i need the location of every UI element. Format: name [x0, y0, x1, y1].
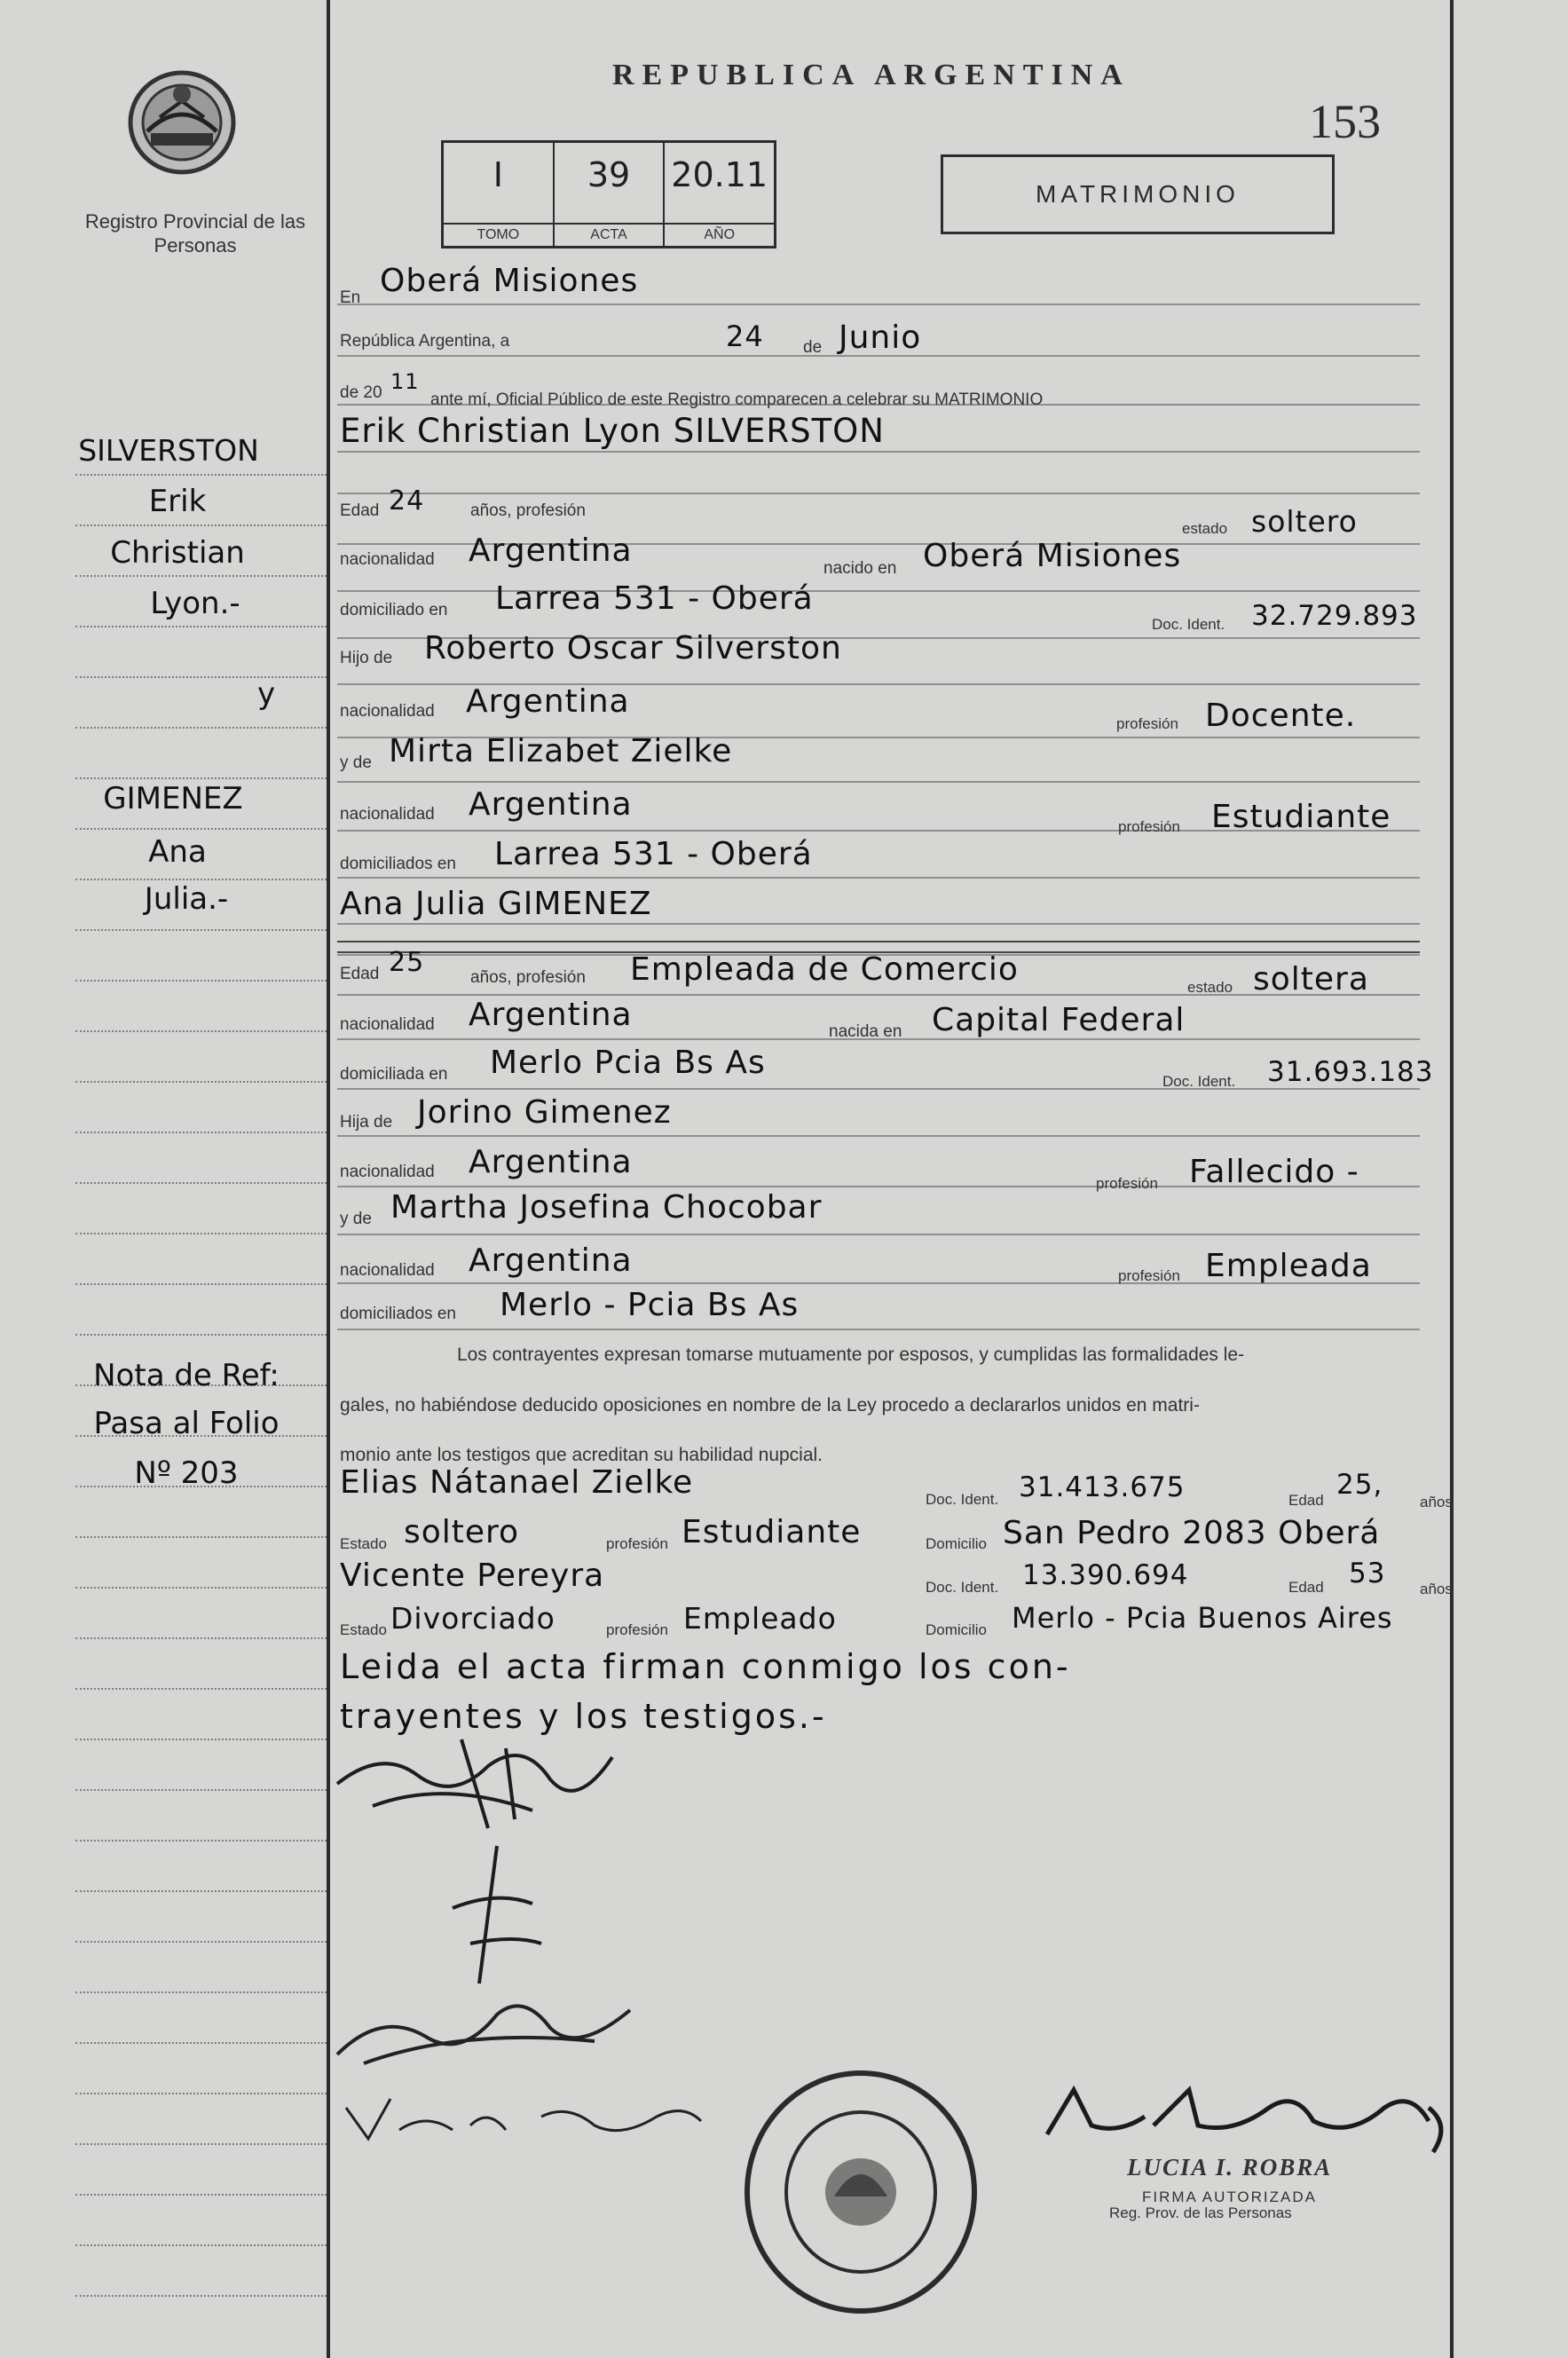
acta-cell	[555, 143, 666, 246]
bride-estado: soltera	[1253, 961, 1369, 998]
margin-rule	[75, 1991, 327, 1993]
margin-rule	[75, 879, 327, 880]
witness-1-name: Elias Nátanael Zielke	[340, 1464, 694, 1501]
margin-bride-name-1: Ana	[148, 834, 207, 870]
section-separator	[337, 941, 1420, 942]
groom-signature	[319, 1731, 621, 1837]
margin-bride-name-2: Julia.-	[144, 881, 229, 917]
label-witness-1-domicilio: Domicilio	[926, 1535, 987, 1552]
witness-2-signature	[337, 2081, 710, 2152]
label-witness-1-profesion: profesión	[606, 1535, 668, 1552]
label-bride-domicilio: domiciliada en	[340, 1065, 448, 1084]
label-groom-estado: estado	[1182, 520, 1228, 537]
official-organization: Reg. Prov. de las Personas	[1109, 2204, 1292, 2221]
label-groom-anos-profesion: años, profesión	[470, 501, 586, 520]
bride-age: 25	[389, 947, 425, 978]
registration-box	[441, 140, 776, 248]
right-border-line	[1450, 0, 1454, 2358]
tomo-label: TOMO	[444, 223, 553, 246]
bride-address: Merlo Pcia Bs As	[490, 1045, 766, 1081]
margin-note-line-2: Pasa al Folio	[93, 1406, 280, 1441]
label-witness-2-doc: Doc. Ident.	[926, 1579, 999, 1596]
body-rule	[337, 923, 1420, 925]
folio-number: 153	[1309, 95, 1381, 148]
bride-mother-nationality: Argentina	[469, 1242, 633, 1279]
label-bride-father-nacionalidad: nacionalidad	[340, 1163, 435, 1181]
ano-label: AÑO	[665, 223, 774, 246]
body-rule	[337, 304, 1420, 305]
bride-nationality: Argentina	[469, 997, 633, 1033]
groom-father-nationality: Argentina	[466, 683, 630, 720]
official-title: FIRMA AUTORIZADA	[1142, 2188, 1317, 2205]
tomo-cell	[444, 143, 555, 246]
margin-bride-surname: GIMENEZ	[103, 781, 243, 816]
margin-rule	[75, 1890, 327, 1892]
bride-father-profession: Fallecido -	[1189, 1154, 1359, 1190]
bride-parents-address: Merlo - Pcia Bs As	[500, 1287, 800, 1323]
bride-doc: 31.693.183	[1267, 1056, 1434, 1088]
label-y-de: y de	[340, 753, 372, 772]
bride-mother-profession: Empleada	[1205, 1248, 1372, 1284]
tomo-value: I	[492, 155, 503, 194]
label-witness-2-anos: años	[1420, 1581, 1453, 1597]
groom-mother-profession: Estudiante	[1211, 799, 1391, 835]
place-city: Oberá Misiones	[380, 263, 639, 299]
ano-cell	[665, 143, 774, 246]
declaration-line-2: gales, no habiéndose deducido oposiciones en nombre de la Ley procedo a declararlos unidos en matri-	[340, 1395, 1200, 1416]
groom-nationality: Argentina	[469, 532, 633, 569]
witness-2-name: Vicente Pereyra	[340, 1558, 605, 1594]
body-rule	[337, 1135, 1420, 1137]
label-bride-edad: Edad	[340, 965, 380, 983]
groom-father-profession: Docente.	[1205, 698, 1357, 734]
margin-rule	[75, 1941, 327, 1943]
margin-rule	[75, 1840, 327, 1841]
bride-father-nationality: Argentina	[469, 1144, 633, 1180]
witness-2-profession: Empleado	[683, 1601, 837, 1636]
witness-1-signature	[328, 1975, 639, 2072]
official-signature	[1038, 2072, 1455, 2161]
margin-rule	[75, 524, 327, 526]
margin-rule	[75, 980, 327, 982]
closing-line-1: Leida el acta firman conmigo los con-	[340, 1647, 1071, 1686]
margin-note-line-3: Nº 203	[134, 1455, 239, 1491]
label-hijo-de: Hijo de	[340, 649, 393, 667]
label-groom-domicilio: domiciliado en	[340, 601, 448, 619]
groom-age: 24	[389, 485, 425, 517]
body-rule	[337, 877, 1420, 879]
label-hija-de: Hija de	[340, 1113, 393, 1132]
margin-rule	[75, 626, 327, 627]
margin-rule	[75, 727, 327, 729]
witness-1-address: San Pedro 2083 Oberá	[1003, 1515, 1381, 1551]
margin-rule	[75, 575, 327, 577]
body-rule	[337, 493, 1420, 494]
margin-rule	[75, 1789, 327, 1791]
margin-rule	[75, 2143, 327, 2145]
witness-1-age: 25,	[1336, 1469, 1383, 1501]
bride-father: Jorino Gimenez	[417, 1094, 672, 1131]
margin-rule	[75, 1536, 327, 1538]
bride-signature	[444, 1837, 550, 1988]
groom-mother: Mirta Elizabet Zielke	[389, 733, 733, 769]
groom-full-name: Erik Christian Lyon SILVERSTON	[340, 412, 885, 450]
registry-stamp-icon	[737, 2063, 985, 2321]
margin-rule	[75, 1283, 327, 1285]
acta-label: ACTA	[555, 223, 664, 246]
acta-value: 39	[587, 155, 631, 194]
label-nacida-en: nacida en	[829, 1022, 902, 1041]
groom-father: Roberto Oscar Silverston	[424, 630, 842, 666]
bride-mother: Martha Josefina Chocobar	[390, 1189, 823, 1226]
margin-rule	[75, 1081, 327, 1083]
groom-address: Larrea 531 - Oberá	[495, 580, 814, 617]
label-bride-father-profesion: profesión	[1096, 1175, 1158, 1192]
margin-groom-name-1: Erik	[148, 484, 207, 519]
margin-rule	[75, 2093, 327, 2094]
margin-groom-surname: SILVERSTON	[78, 433, 259, 468]
label-year-prefix: de 20	[340, 383, 382, 402]
groom-parents-address: Larrea 531 - Oberá	[494, 836, 813, 872]
label-witness-2-domicilio: Domicilio	[926, 1621, 987, 1638]
label-en: En	[340, 288, 361, 307]
margin-note-line-1: Nota de Ref:	[93, 1358, 280, 1393]
margin-rule	[75, 1182, 327, 1184]
label-groom-doc: Doc. Ident.	[1152, 616, 1225, 633]
label-comparecen: ante mí, Oficial Público de este Registro comparecen a celebrar su MATRIMONIO	[430, 390, 1044, 409]
margin-joiner: y	[256, 676, 276, 712]
closing-line-2: trayentes y los testigos.-	[340, 1697, 827, 1736]
margin-rule	[75, 474, 327, 476]
label-witness-1-doc: Doc. Ident.	[926, 1491, 999, 1508]
margin-rule	[75, 1587, 327, 1589]
margin-rule	[75, 1739, 327, 1740]
margin-rule	[75, 828, 327, 830]
margin-rule	[75, 2042, 327, 2044]
label-republica-a: República Argentina, a	[340, 332, 510, 351]
declaration-line-1: Los contrayentes expresan tomarse mutuamente por esposos, y cumplidas las formalidades le-	[457, 1345, 1245, 1365]
witness-2-estado: Divorciado	[390, 1601, 555, 1636]
label-groom-nacionalidad: nacionalidad	[340, 550, 435, 569]
groom-estado: soltero	[1251, 504, 1358, 539]
label-bride-parents-domicilio: domiciliados en	[340, 1305, 456, 1323]
witness-1-profession: Estudiante	[682, 1514, 862, 1550]
country-heading: REPUBLICA ARGENTINA	[612, 59, 1131, 91]
date-year-suffix: 11	[390, 369, 420, 394]
bride-born-in: Capital Federal	[932, 1002, 1186, 1038]
date-day: 24	[726, 319, 764, 353]
body-rule	[337, 1088, 1420, 1090]
margin-rule	[75, 2194, 327, 2196]
margin-rule	[75, 777, 327, 779]
label-bride-mother-nacionalidad: nacionalidad	[340, 1261, 435, 1280]
margin-rule	[75, 1637, 327, 1639]
declaration-line-3: monio ante los testigos que acreditan su habilidad nupcial.	[340, 1445, 823, 1465]
groom-doc: 32.729.893	[1251, 600, 1418, 632]
margin-rule	[75, 2295, 327, 2297]
label-witness-1-anos: años	[1420, 1494, 1453, 1510]
bride-profession: Empleada de Comercio	[630, 951, 1019, 988]
date-month: Junio	[839, 319, 922, 356]
body-rule	[337, 781, 1420, 783]
margin-groom-name-2: Christian	[110, 535, 245, 571]
label-bride-anos-profesion: años, profesión	[470, 968, 586, 987]
body-rule	[337, 451, 1420, 453]
margin-rule	[75, 1233, 327, 1234]
margin-rule	[75, 2244, 327, 2246]
body-rule	[337, 1329, 1420, 1330]
witness-2-age: 53	[1349, 1558, 1386, 1589]
margin-rule	[75, 1030, 327, 1032]
margin-rule	[75, 1688, 327, 1690]
margin-rule	[75, 1132, 327, 1133]
label-witness-2-profesion: profesión	[606, 1621, 668, 1638]
provincial-coat-of-arms-icon	[124, 62, 240, 177]
label-nacido-en: nacido en	[823, 559, 897, 578]
label-bride-doc: Doc. Ident.	[1162, 1073, 1236, 1090]
label-witness-1-edad: Edad	[1288, 1492, 1324, 1509]
label-groom-edad: Edad	[340, 501, 380, 520]
label-witness-2-edad: Edad	[1288, 1579, 1324, 1596]
witness-1-estado: soltero	[404, 1514, 520, 1550]
label-parents-domicilio: domiciliados en	[340, 855, 456, 873]
label-bride-mother-profesion: profesión	[1118, 1267, 1180, 1284]
label-bride-y-de: y de	[340, 1210, 372, 1228]
margin-rule	[75, 1334, 327, 1336]
label-de: de	[803, 338, 823, 357]
witness-2-doc: 13.390.694	[1022, 1559, 1189, 1591]
label-bride-nacionalidad: nacionalidad	[340, 1015, 435, 1034]
margin-rule	[75, 929, 327, 931]
groom-born-in: Oberá Misiones	[923, 538, 1182, 574]
label-bride-estado: estado	[1187, 979, 1233, 996]
label-witness-2-estado: Estado	[340, 1621, 387, 1638]
registry-name: Registro Provincial de las Personas	[84, 210, 306, 256]
witness-2-address: Merlo - Pcia Buenos Aires	[1012, 1601, 1393, 1635]
label-mother-profesion: profesión	[1118, 818, 1180, 835]
groom-mother-nationality: Argentina	[469, 786, 633, 823]
label-mother-nacionalidad: nacionalidad	[340, 805, 435, 824]
body-rule	[337, 1234, 1420, 1235]
label-father-profesion: profesión	[1116, 715, 1178, 732]
act-type-box: MATRIMONIO	[941, 154, 1335, 234]
official-name: LUCIA I. ROBRA	[1127, 2154, 1333, 2181]
margin-groom-name-3: Lyon.-	[150, 586, 240, 621]
label-witness-1-estado: Estado	[340, 1535, 387, 1552]
witness-1-doc: 31.413.675	[1019, 1471, 1186, 1503]
bride-full-name: Ana Julia GIMENEZ	[340, 886, 652, 922]
ano-value: 20.11	[671, 155, 768, 194]
label-father-nacionalidad: nacionalidad	[340, 702, 435, 721]
